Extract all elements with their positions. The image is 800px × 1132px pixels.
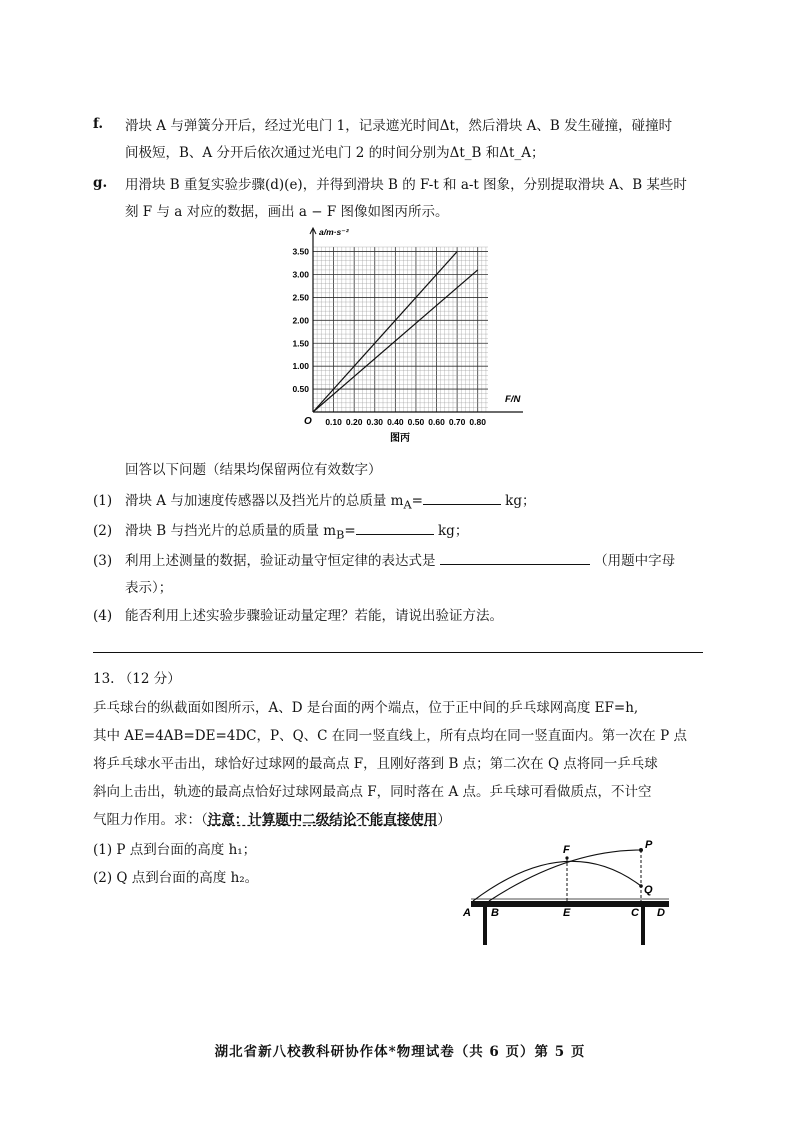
q1-eq: = (411, 493, 423, 509)
q2-unit: kg； (438, 523, 469, 539)
p13-line5 (93, 810, 451, 830)
p13-line4: 斜向上击出，轨迹的最高点恰好过球网最高点 F，同时落在 A 点。乒乓球可看做质点，不计空 (93, 784, 652, 800)
label-c: C (631, 907, 639, 919)
label-b: B (491, 907, 499, 919)
table-leg-left (483, 907, 487, 945)
q3-text: 利用上述测量的数据，验证动量守恒定律的表达式是 (125, 553, 436, 569)
series-line-1 (313, 252, 457, 412)
p13-line5-c: ） (437, 812, 451, 828)
q2-sub: B (336, 528, 345, 542)
trajectory-p (489, 850, 641, 901)
q1-num: (1) (93, 493, 113, 509)
q4-num: (4) (93, 608, 113, 624)
x-tick-label: 0.70 (448, 417, 466, 427)
step-f-line2: 间极短，B、A 分开后依次通过光电门 2 的时间分别为Δt_B 和Δt_A； (125, 145, 545, 161)
chart-title: 图丙 (390, 433, 410, 444)
q2-text: 滑块 B 与挡光片的总质量的质量 m (125, 523, 337, 539)
answer-intro: 回答以下问题（结果均保留两位有效数字） (125, 462, 382, 478)
y-tick-label: 3.00 (292, 269, 309, 280)
a-f-chart (275, 225, 535, 445)
q3-answer-blank[interactable] (440, 550, 590, 565)
question-1 (93, 490, 536, 516)
y-tick-label: 0.50 (292, 384, 309, 395)
q1-unit: kg； (505, 493, 536, 509)
table-tennis-diagram (455, 836, 685, 956)
p13-line5-a: 气阻力作用。求：（ (93, 812, 208, 828)
label-d: D (657, 907, 665, 919)
q3-tail: （用题中字母 (594, 553, 676, 569)
origin-label: O (304, 416, 312, 427)
y-tick-label: 1.50 (292, 338, 309, 349)
step-g-line1: 用滑块 B 重复实验步骤(d)(e)，并得到滑块 B 的 F-t 和 a-t 图象，分别提取滑块 A、B 某些时 (125, 177, 687, 193)
point-p (639, 848, 643, 852)
y-tick-label: 2.00 (292, 315, 309, 326)
q2-answer-blank[interactable] (356, 520, 434, 535)
y-axis-label: a/m·s⁻² (319, 227, 349, 237)
q2-num: (2) (93, 523, 113, 539)
p13-line1: 乒乓球台的纵截面如图所示，A、D 是台面的两个端点，位于正中间的乒乓球网高度 EF=h, (93, 700, 639, 716)
q3-num: (3) (93, 553, 113, 569)
point-f (565, 856, 568, 859)
page-footer: 湖北省新八校教科研协作体*物理试卷（共 6 页）第 5 页 (214, 1044, 586, 1060)
question-2 (93, 520, 468, 546)
q1-sub: A (403, 498, 412, 512)
question-4 (93, 606, 503, 626)
q1-answer-blank[interactable] (423, 490, 501, 505)
label-e: E (563, 907, 571, 919)
x-tick-label: 0.60 (428, 417, 445, 427)
label-p: P (645, 839, 653, 851)
step-f-line1: 滑块 A 与弹簧分开后，经过光电门 1，记录遮光时间Δt，然后滑块 A、B 发生碰撞，碰撞时 (125, 118, 673, 134)
y-tick-label: 1.00 (292, 361, 309, 372)
x-tick-label: 0.40 (387, 417, 404, 427)
p13-line3: 将乒乓球水平击出，球恰好过球网的最高点 F，且刚好落到 B 点；第二次在 Q 点将同一乒乓球 (93, 756, 658, 772)
p13-note: 注意：计算题中二级结论不能直接使用 (207, 812, 438, 828)
table-leg-right (641, 907, 645, 945)
q4-text: 能否利用上述实验步骤验证动量定理？若能，请说出验证方法。 (125, 608, 503, 624)
answer-rule (93, 652, 703, 653)
q2-eq: = (344, 523, 356, 539)
x-tick-label: 0.30 (366, 417, 384, 427)
x-tick-label: 0.10 (325, 417, 342, 427)
q1-text: 滑块 A 与加速度传感器以及挡光片的总质量 m (125, 493, 404, 509)
step-f-marker: f. (93, 116, 104, 132)
label-q: Q (644, 884, 653, 896)
p13-sub2: (2) Q 点到台面的高度 h₂。 (93, 870, 259, 886)
step-g-marker: g. (93, 175, 108, 191)
p13-line2: 其中 AE=4AB=DE=4DC，P、Q、C 在同一竖直线上，所有点均在同一竖直面内。第一次在 P 点 (93, 728, 687, 744)
q3-line2: 表示）； (125, 580, 173, 596)
p13-sub1: (1) P 点到台面的高度 h₁； (93, 842, 257, 858)
x-tick-label: 0.20 (345, 417, 363, 427)
x-axis-label: F/N (505, 394, 521, 405)
step-g-line2: 刻 F 与 a 对应的数据，画出 a − F 图像如图丙所示。 (125, 204, 449, 220)
chart-grid (313, 247, 488, 412)
x-tick-label: 0.80 (469, 417, 486, 427)
label-f: F (563, 844, 570, 856)
label-a: A (463, 907, 471, 919)
point-q (639, 884, 643, 888)
p13-heading: 13. （12 分） (93, 671, 181, 687)
y-tick-label: 2.50 (292, 292, 309, 303)
y-tick-label: 3.50 (292, 246, 309, 257)
x-tick-label: 0.50 (407, 417, 425, 427)
question-3 (93, 550, 675, 571)
